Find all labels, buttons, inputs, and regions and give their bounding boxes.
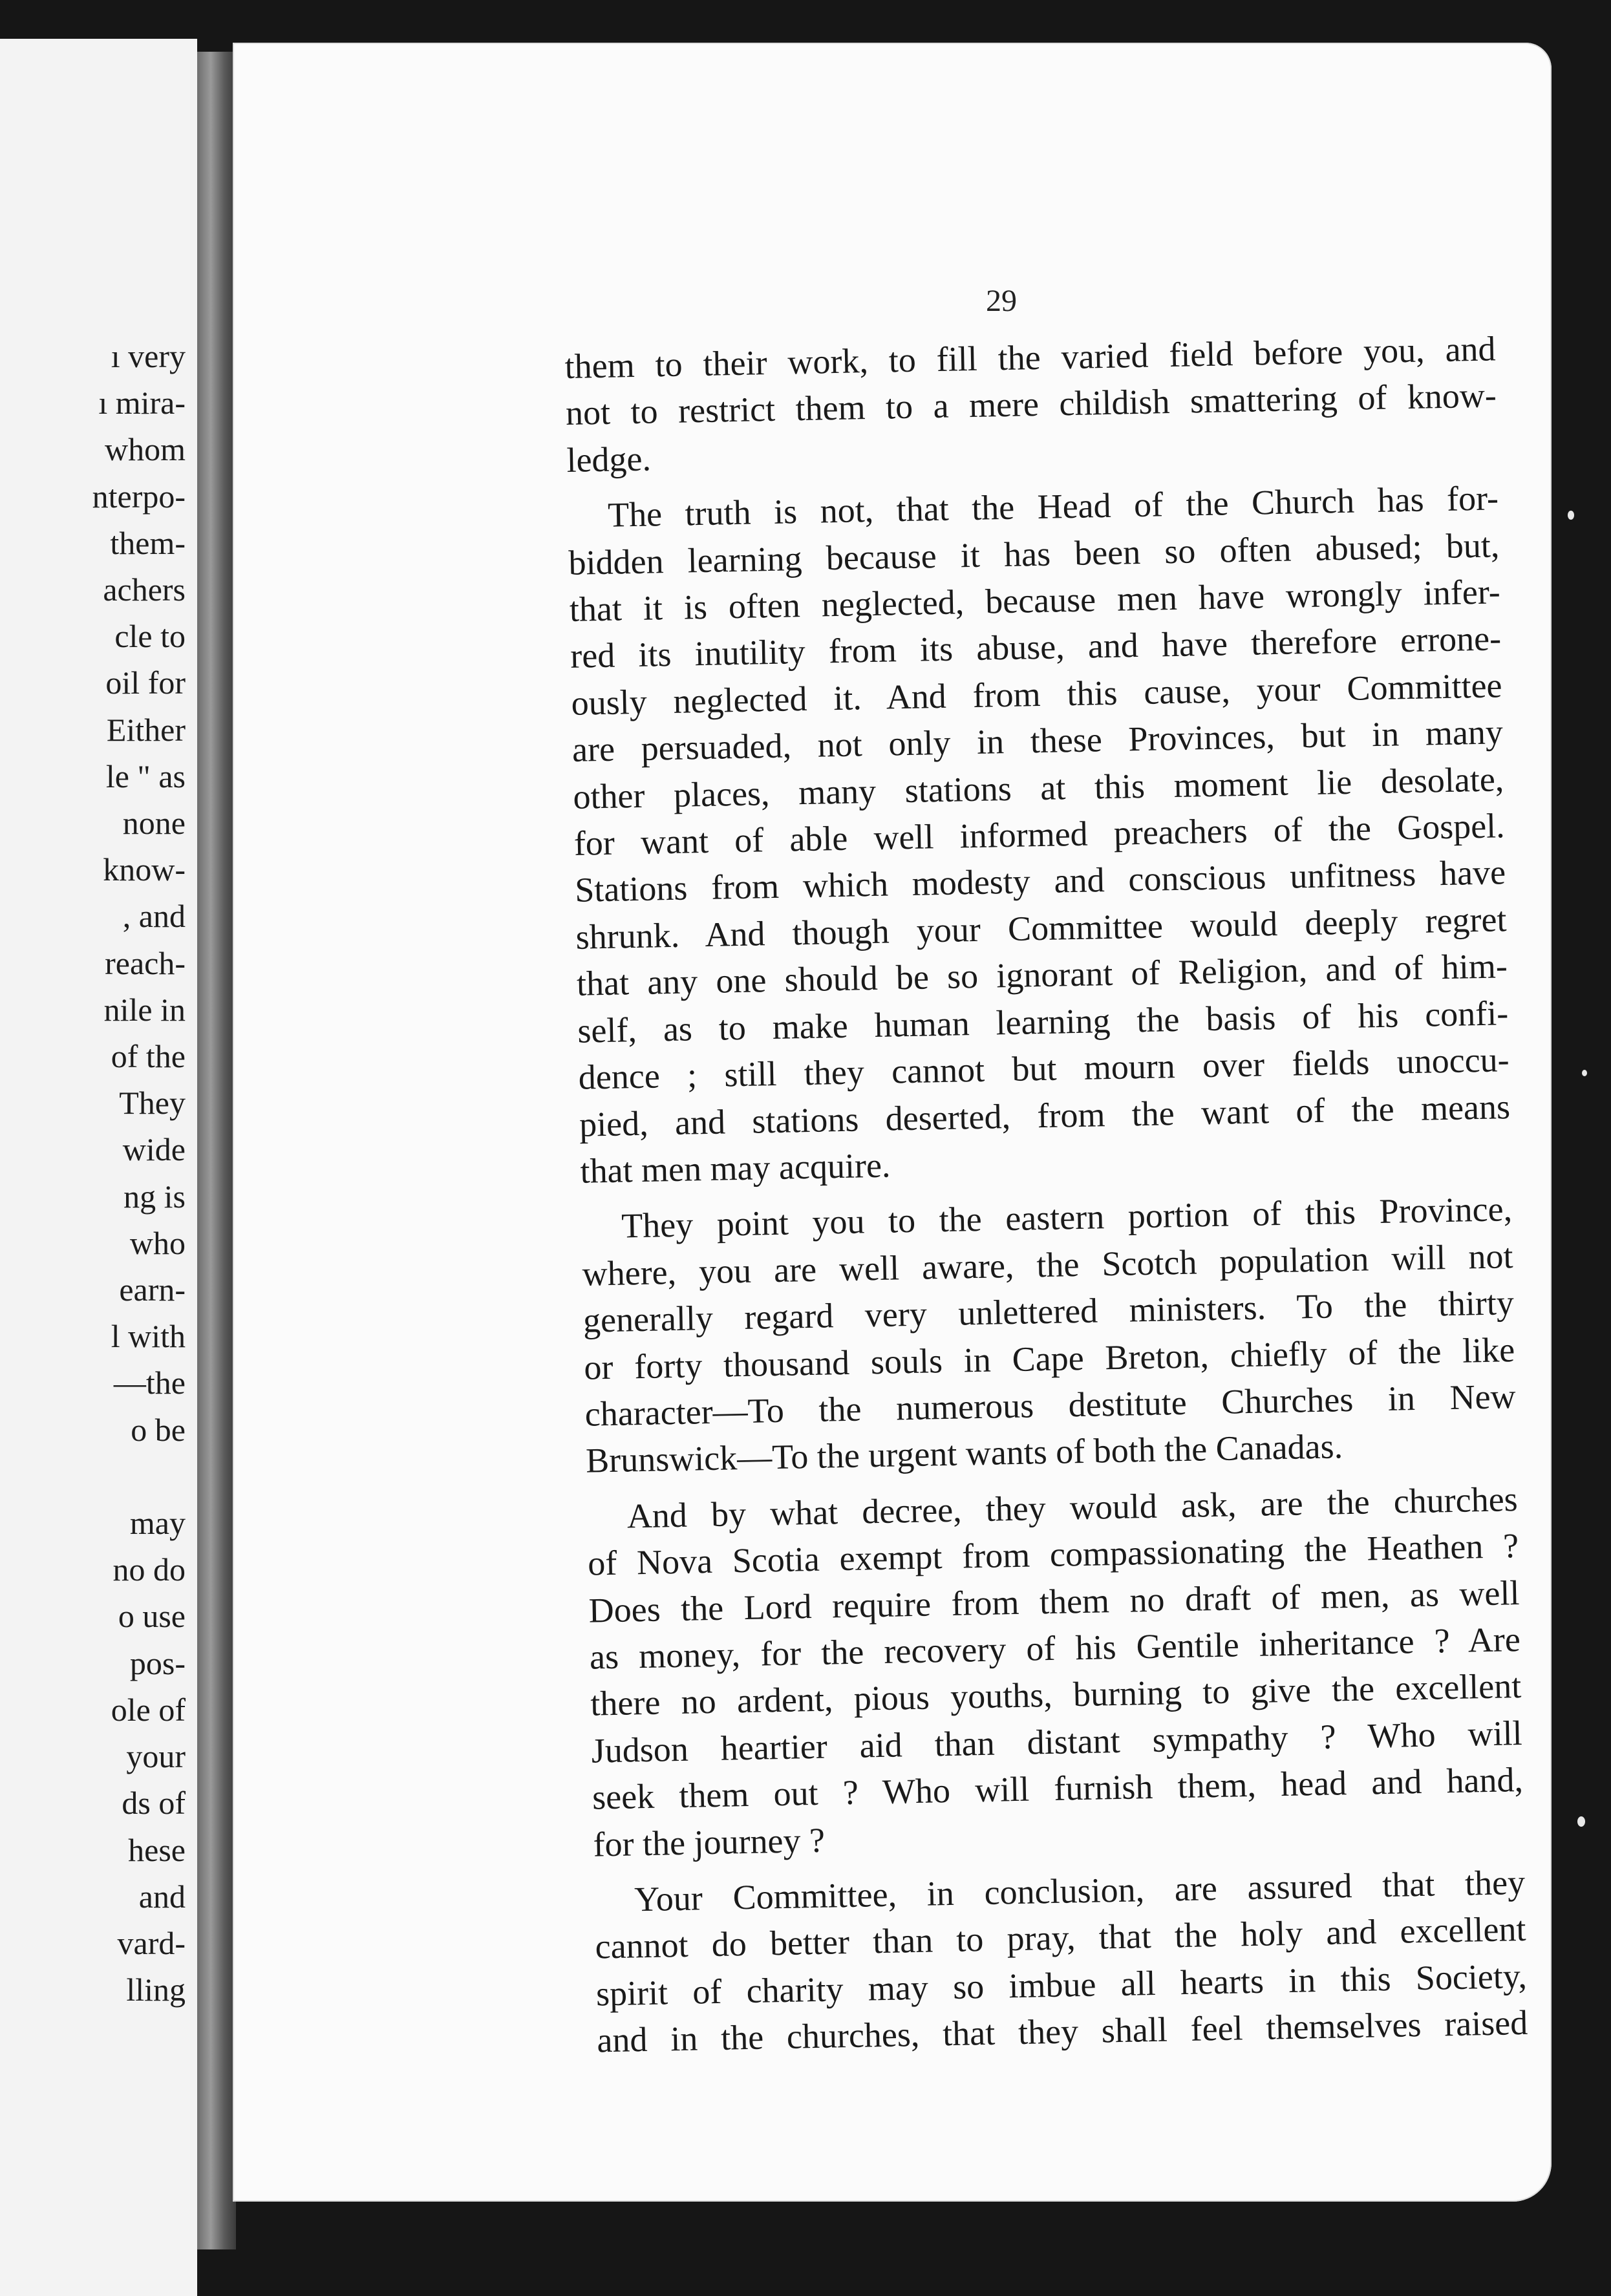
text-line: of Nova Scotia exempt from compassionating the Heathen ? [587,1526,1519,1583]
left-text-line: o use [118,1598,186,1635]
text-line: and in the churches, that they shall feel themselves raised [596,2003,1528,2060]
left-text-line: earn- [119,1271,186,1308]
page-number: 29 [986,284,1017,318]
text-line: character—To the numerous destitute Churches in New [584,1376,1517,1434]
left-text-line: ı mira- [98,385,186,421]
left-text-line: ng is [123,1178,186,1215]
left-text-line: nterpo- [92,478,186,515]
left-text-line: them- [110,524,186,561]
left-text-line: achers [103,571,186,608]
dust-speck [1582,1070,1587,1076]
text-line: that men may acquire. [580,1145,891,1191]
left-text-line: nile in [103,991,186,1028]
text-line: are persuaded, not only in these Provinces, but in many [571,712,1504,770]
left-text-line: ı very [111,338,186,374]
left-text-line: , and [122,898,186,935]
left-text-line: and [138,1878,186,1915]
left-text-line: may [129,1505,186,1542]
left-text-line: reach- [105,944,186,981]
left-text-line: of the [111,1038,186,1075]
left-text-line: oil for [105,664,186,701]
left-text-line: vard- [117,1924,186,1961]
text-line: them to their work, to fill the varied field before you, and [564,329,1497,386]
left-text-line: ole of [111,1691,186,1728]
left-text-line: know- [103,851,186,888]
text-line: dence ; still they cannot but mourn over fields unoccu- [578,1040,1510,1097]
left-text-line: lling [126,1972,186,2008]
left-text-line: o be [131,1411,186,1448]
left-text-line: who [129,1224,186,1261]
left-text-line: They [119,1085,186,1121]
left-text-line [0,1453,186,1500]
text-line: that it is often neglected, because men have wrongly infer- [569,572,1501,629]
text-line: Judson heartier aid than distant sympathy ? Who will [591,1713,1523,1770]
text-line: for the journey ? [593,1820,826,1864]
text-line: pied, and stations deserted, from the want of the means [579,1087,1511,1144]
book-gutter [197,52,236,2249]
text-line: generally regard very unlettered ministers. To the thirty [582,1283,1515,1340]
left-text-line: pos- [129,1644,186,1681]
left-text-line: l with [111,1318,186,1355]
text-line: And by what decree, they would ask, are the churches [626,1479,1519,1536]
text-line: Does the Lord require from them no draft of men, as well [588,1573,1520,1630]
left-text-line: le " as [105,758,186,794]
text-line: Stations from which modesty and conscious unfitness have [574,853,1506,910]
text-line: there no ardent, pious youths, burning to give the excellent [590,1666,1522,1723]
left-text-line: no do [112,1551,186,1588]
text-line: self, as to make human learning the basis of his confi- [577,993,1509,1050]
left-text-line: ds of [122,1785,186,1822]
left-text-line: wide [122,1131,186,1168]
left-text-line: whom [105,431,186,468]
text-line: where, you are well aware, the Scotch population will not [582,1236,1513,1293]
text-line: other places, many stations at this moment lie desolate, [572,759,1504,816]
left-text-line: none [122,805,186,842]
left-text-line: cle to [114,618,186,655]
text-line: Brunswick—To the urgent wants of both the Canadas. [585,1427,1343,1481]
text-line: or forty thousand souls in Cape Breton, chiefly of the like [583,1330,1515,1387]
left-text-line: Either [106,711,186,748]
text-line: Your Committee, in conclusion, are assured that they [634,1862,1526,1919]
text-line: spirit of charity may so imbue all hearts in this Society, [595,1956,1528,2014]
text-line: as money, for the recovery of his Gentile inheritance ? Are [589,1619,1521,1677]
text-line: seek them out ? Who will furnish them, head and hand, [592,1760,1524,1817]
left-text-line: —the [113,1365,186,1401]
right-page [233,43,1552,2202]
dust-speck [1577,1816,1585,1827]
text-line: The truth is not, that the Head of the Church has for- [607,478,1499,535]
text-line: ledge. [566,439,652,480]
text-line: not to restrict them to a mere childish smattering of know- [565,376,1497,433]
text-line: bidden learning because it has been so often abused; but, [568,525,1500,582]
text-line: for want of able well informed preachers of the Gospel. [573,806,1506,863]
text-line: ously neglected it. And from this cause, your Committee [571,666,1503,723]
text-line: red its inutility from its abuse, and have therefore errone- [570,619,1502,676]
left-text-line: your [126,1738,186,1775]
text-line: shrunk. And though your Committee would deeply regret [575,900,1507,957]
text-line: cannot do better than to pray, that the holy and excellent [595,1909,1526,1966]
left-text-line: hese [128,1831,186,1868]
dust-speck [1568,511,1574,520]
left-page-fragment [0,39,197,2296]
left-page-text [0,333,186,2013]
text-line: They point you to the eastern portion of this Province, [621,1189,1513,1246]
page-body-text [564,325,1528,2064]
text-line: that any one should be so ignorant of Religion, and of him- [576,946,1508,1004]
